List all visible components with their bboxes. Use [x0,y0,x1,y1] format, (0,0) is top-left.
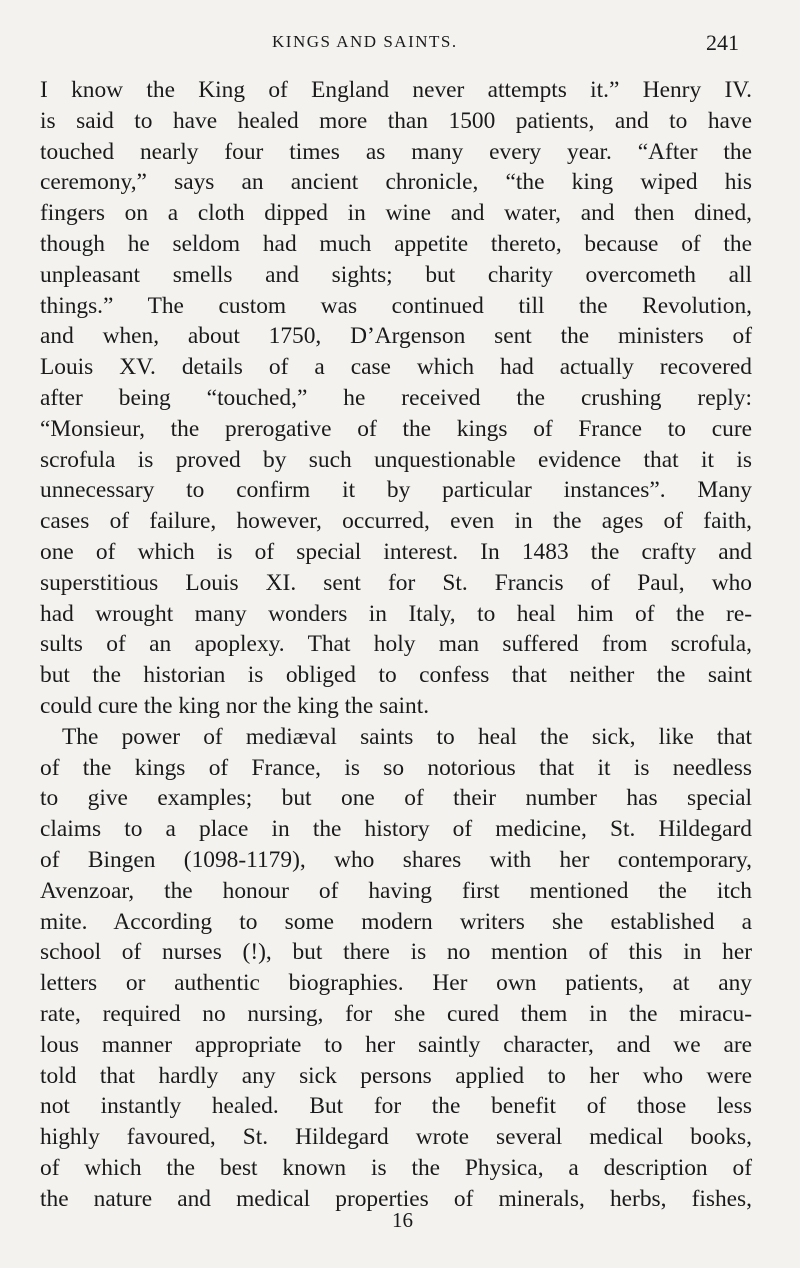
body-text [40,75,752,1214]
text-line: of Bingen (1098-1179), who shares with her contemporary, [40,846,752,873]
text-line: unpleasant smells and sights; but charity overcometh all [40,261,752,288]
text-line: mite. According to some modern writers she established a [40,908,752,935]
text-line: could cure the king nor the king the saint. [40,692,430,719]
text-line: told that hardly any sick persons applied to her who were [40,1062,752,1089]
page-header [0,32,800,62]
text-line: things.” The custom was continued till the Revolution, [40,292,752,319]
text-line: scrofula is proved by such unquestionable evidence that it is [40,446,752,473]
paragraph-2 [40,722,752,1215]
text-line: cases of failure, however, occurred, even in the ages of faith, [40,508,752,535]
text-line: sults of an apoplexy. That holy man suffered from scrofula, [40,631,752,658]
text-line: is said to have healed more than 1500 patients, and to have [40,107,752,134]
text-line: school of nurses (!), but there is no mention of this in her [40,939,752,966]
text-line: but the historian is obliged to confess that neither the saint [40,662,752,689]
running-head: KINGS AND SAINTS. [272,32,458,51]
page-number: 241 [706,30,739,55]
text-line: lous manner appropriate to her saintly character, and we are [40,1031,752,1058]
text-line: had wrought many wonders in Italy, to heal him of the re- [40,600,752,627]
text-line: one of which is of special interest. In 1483 the crafty and [40,538,752,565]
text-line: “Monsieur, the prerogative of the kings of France to cure [40,415,752,442]
paragraph-1 [40,75,752,722]
text-line: The power of mediæval saints to heal the sick, like that [62,723,752,750]
text-line: of the kings of France, is so notorious that it is needless [40,754,752,781]
text-line: highly favoured, St. Hildegard wrote several medical books, [40,1124,752,1151]
text-line: superstitious Louis XI. sent for St. Francis of Paul, who [40,569,752,596]
text-line: the nature and medical properties of minerals, herbs, fishes, [40,1185,752,1212]
text-line: and when, about 1750, D’Argenson sent the ministers of [40,323,752,350]
text-line: ceremony,” says an ancient chronicle, “the king wiped his [40,169,752,196]
text-line: though he seldom had much appetite thereto, because of the [40,230,752,257]
signature-mark: 16 [392,1208,413,1232]
text-line: Louis XV. details of a case which had actually recovered [40,354,752,381]
text-line: I know the King of England never attempts it.” Henry IV. [40,77,752,103]
text-line: not instantly healed. But for the benefit of those less [40,1093,752,1120]
text-line: rate, required no nursing, for she cured them in the miracu- [40,1000,752,1027]
text-line: fingers on a cloth dipped in wine and water, and then dined, [40,200,752,227]
text-line: letters or authentic biographies. Her own patients, at any [40,970,752,997]
text-line: Avenzoar, the honour of having first mentioned the itch [40,877,752,904]
text-line: to give examples; but one of their number has special [40,785,752,812]
text-line: claims to a place in the history of medicine, St. Hildegard [40,816,752,843]
text-line: touched nearly four times as many every year. “After the [40,138,752,165]
text-line: of which the best known is the Physica, a description of [40,1154,752,1181]
text-line: after being “touched,” he received the crushing reply: [40,384,752,411]
text-line: unnecessary to confirm it by particular instances”. Many [40,477,752,504]
